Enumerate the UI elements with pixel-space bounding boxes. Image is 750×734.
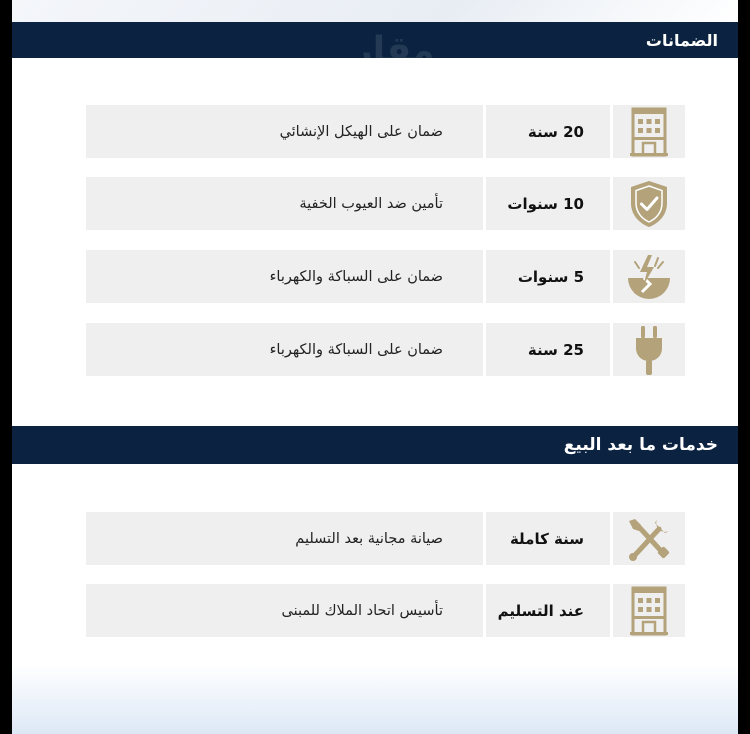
shield-check-icon [613, 177, 685, 230]
table-row [86, 105, 685, 158]
duration-label: 25 سنة [486, 323, 610, 376]
duration-label: 10 سنوات [486, 177, 610, 230]
section-title: الضمانات [645, 30, 718, 50]
building-icon [613, 584, 685, 637]
description-label: تأمين ضد العيوب الخفية [86, 177, 483, 230]
description-label: تأسيس اتحاد الملاك للمبنى [86, 584, 483, 637]
top-strip [12, 0, 738, 22]
table-row [86, 512, 685, 565]
plug-icon [613, 323, 685, 376]
description-label: ضمان على الهيكل الإنشائي [86, 105, 483, 158]
table-row [86, 177, 685, 230]
table-row [86, 250, 685, 303]
table-row [86, 584, 685, 637]
section-header-after-sales [12, 426, 738, 464]
description-label: صيانة مجانية بعد التسليم [86, 512, 483, 565]
building-icon [613, 105, 685, 158]
duration-label: 20 سنة [486, 105, 610, 158]
content-card [12, 0, 738, 734]
description-label: ضمان على السباكة والكهرباء [86, 250, 483, 303]
electric-bolt-icon [613, 250, 685, 303]
duration-label: سنة كاملة [486, 512, 610, 565]
section-title: خدمات ما بعد البيع [563, 435, 718, 455]
table-row [86, 323, 685, 376]
description-label: ضمان على السباكة والكهرباء [86, 323, 483, 376]
tools-icon [613, 512, 685, 565]
duration-label: 5 سنوات [486, 250, 610, 303]
duration-label: عند التسليم [486, 584, 610, 637]
watermark: مقار [352, 30, 435, 71]
